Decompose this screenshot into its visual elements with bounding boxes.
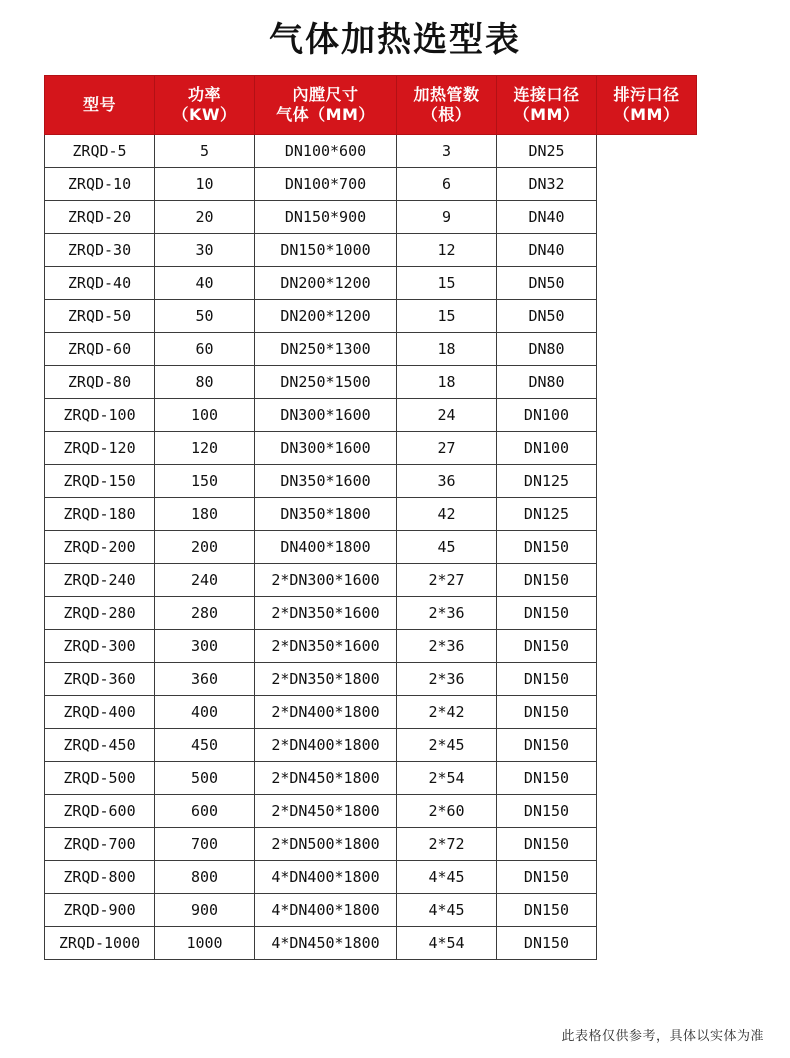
column-header-3-line-1: （根） (421, 105, 472, 124)
table-cell: 2*27 (397, 564, 497, 597)
table-cell: DN40 (497, 234, 597, 267)
table-cell-empty (597, 465, 697, 498)
gas-heater-spec-table (44, 75, 697, 960)
table-row (45, 729, 697, 762)
table-cell: 1000 (155, 927, 255, 960)
column-header-1 (155, 76, 255, 135)
table-cell: 12 (397, 234, 497, 267)
table-row (45, 168, 697, 201)
column-header-2 (255, 76, 397, 135)
table-cell: DN150*900 (255, 201, 397, 234)
table-cell-empty (597, 696, 697, 729)
table-cell: ZRQD-300 (45, 630, 155, 663)
table-cell: DN150 (497, 597, 597, 630)
table-body (45, 135, 697, 960)
table-cell: DN150 (497, 795, 597, 828)
table-cell-empty (597, 630, 697, 663)
table-cell-empty (597, 267, 697, 300)
table-cell: ZRQD-1000 (45, 927, 155, 960)
table-cell: 2*DN350*1600 (255, 597, 397, 630)
table-cell: 500 (155, 762, 255, 795)
table-cell: DN125 (497, 498, 597, 531)
table-cell: ZRQD-100 (45, 399, 155, 432)
table-cell: 300 (155, 630, 255, 663)
table-cell: DN150 (497, 564, 597, 597)
table-cell: DN350*1800 (255, 498, 397, 531)
table-cell-empty (597, 861, 697, 894)
column-header-2-line-0: 內膛尺寸 (292, 85, 359, 104)
table-cell: DN150 (497, 696, 597, 729)
table-cell: 2*42 (397, 696, 497, 729)
table-cell-empty (597, 333, 697, 366)
column-header-5-line-1: （MM） (613, 105, 680, 124)
table-row (45, 399, 697, 432)
table-cell-empty (597, 828, 697, 861)
table-cell: 2*36 (397, 630, 497, 663)
table-row (45, 432, 697, 465)
table-cell: 120 (155, 432, 255, 465)
table-row (45, 531, 697, 564)
table-row (45, 861, 697, 894)
table-cell: 2*DN400*1800 (255, 696, 397, 729)
table-row (45, 201, 697, 234)
table-row (45, 828, 697, 861)
table-cell: ZRQD-600 (45, 795, 155, 828)
table-cell: 18 (397, 366, 497, 399)
table-cell: 27 (397, 432, 497, 465)
table-cell: 4*45 (397, 894, 497, 927)
table-cell: 5 (155, 135, 255, 168)
table-cell: 15 (397, 300, 497, 333)
table-cell: 24 (397, 399, 497, 432)
table-cell: DN50 (497, 300, 597, 333)
table-row (45, 564, 697, 597)
table-cell: ZRQD-150 (45, 465, 155, 498)
table-cell: DN100*700 (255, 168, 397, 201)
table-cell: 18 (397, 333, 497, 366)
table-cell: 2*54 (397, 762, 497, 795)
table-cell: 3 (397, 135, 497, 168)
table-row (45, 300, 697, 333)
table-cell: ZRQD-120 (45, 432, 155, 465)
table-cell: ZRQD-280 (45, 597, 155, 630)
table-row (45, 696, 697, 729)
spec-table-container (44, 75, 680, 960)
table-cell: 15 (397, 267, 497, 300)
table-cell: DN100 (497, 399, 597, 432)
table-cell-empty (597, 135, 697, 168)
table-cell: ZRQD-240 (45, 564, 155, 597)
column-header-3 (397, 76, 497, 135)
table-cell-empty (597, 234, 697, 267)
table-cell: DN150 (497, 762, 597, 795)
table-cell: 2*DN400*1800 (255, 729, 397, 762)
table-cell: 2*DN450*1800 (255, 762, 397, 795)
table-cell: ZRQD-40 (45, 267, 155, 300)
table-cell-empty (597, 498, 697, 531)
column-header-3-line-0: 加热管数 (413, 85, 480, 104)
page-title: 气体加热选型表 (269, 20, 521, 60)
table-cell: 2*60 (397, 795, 497, 828)
table-cell-empty (597, 663, 697, 696)
table-cell: 180 (155, 498, 255, 531)
table-cell: DN150 (497, 894, 597, 927)
table-cell: DN150 (497, 927, 597, 960)
table-cell: DN80 (497, 333, 597, 366)
table-cell: DN25 (497, 135, 597, 168)
table-cell-empty (597, 432, 697, 465)
column-header-0-line-0: 型号 (82, 95, 116, 114)
table-cell: DN50 (497, 267, 597, 300)
table-cell-empty (597, 399, 697, 432)
table-cell: 4*45 (397, 861, 497, 894)
table-cell: 20 (155, 201, 255, 234)
table-cell: DN80 (497, 366, 597, 399)
table-cell: 2*36 (397, 597, 497, 630)
column-header-4 (497, 76, 597, 135)
table-cell: DN100 (497, 432, 597, 465)
table-cell: DN300*1600 (255, 432, 397, 465)
table-cell-empty (597, 564, 697, 597)
table-cell: 10 (155, 168, 255, 201)
table-cell: DN32 (497, 168, 597, 201)
table-cell: 40 (155, 267, 255, 300)
table-cell: DN150 (497, 861, 597, 894)
table-cell: DN150 (497, 630, 597, 663)
table-cell: ZRQD-80 (45, 366, 155, 399)
table-cell: DN100*600 (255, 135, 397, 168)
table-cell: ZRQD-20 (45, 201, 155, 234)
table-cell: 4*DN450*1800 (255, 927, 397, 960)
table-row (45, 795, 697, 828)
table-cell: 42 (397, 498, 497, 531)
table-cell: 2*DN300*1600 (255, 564, 397, 597)
table-cell: 2*DN500*1800 (255, 828, 397, 861)
table-cell: 60 (155, 333, 255, 366)
table-row (45, 135, 697, 168)
table-cell: 4*DN400*1800 (255, 894, 397, 927)
table-cell: DN400*1800 (255, 531, 397, 564)
table-cell: 80 (155, 366, 255, 399)
table-cell-empty (597, 894, 697, 927)
table-row (45, 630, 697, 663)
column-header-5-line-0: 排污口径 (613, 85, 680, 104)
table-cell: 2*DN350*1600 (255, 630, 397, 663)
table-cell: ZRQD-900 (45, 894, 155, 927)
table-cell: 2*DN350*1800 (255, 663, 397, 696)
table-cell-empty (597, 201, 697, 234)
column-header-4-line-1: （MM） (513, 105, 580, 124)
table-cell: 50 (155, 300, 255, 333)
column-header-1-line-0: 功率 (187, 85, 221, 104)
table-cell: 360 (155, 663, 255, 696)
table-cell: ZRQD-5 (45, 135, 155, 168)
table-cell-empty (597, 366, 697, 399)
table-cell-empty (597, 531, 697, 564)
table-row (45, 366, 697, 399)
table-cell: 2*72 (397, 828, 497, 861)
column-header-5 (597, 76, 697, 135)
table-cell: 600 (155, 795, 255, 828)
table-cell: 45 (397, 531, 497, 564)
table-cell: 2*45 (397, 729, 497, 762)
table-cell: 4*DN400*1800 (255, 861, 397, 894)
table-cell-empty (597, 762, 697, 795)
table-cell: ZRQD-60 (45, 333, 155, 366)
column-header-1-line-1: （KW） (172, 105, 237, 124)
table-cell: 900 (155, 894, 255, 927)
table-cell: 2*36 (397, 663, 497, 696)
table-cell: DN250*1300 (255, 333, 397, 366)
table-cell: ZRQD-500 (45, 762, 155, 795)
table-row (45, 762, 697, 795)
table-cell: 36 (397, 465, 497, 498)
column-header-4-line-0: 连接口径 (513, 85, 580, 104)
table-row (45, 267, 697, 300)
table-cell: ZRQD-30 (45, 234, 155, 267)
table-cell: ZRQD-400 (45, 696, 155, 729)
table-cell: DN300*1600 (255, 399, 397, 432)
table-cell: ZRQD-800 (45, 861, 155, 894)
table-cell-empty (597, 795, 697, 828)
table-cell-empty (597, 729, 697, 762)
table-cell: ZRQD-450 (45, 729, 155, 762)
table-cell: DN200*1200 (255, 267, 397, 300)
table-row (45, 597, 697, 630)
table-row (45, 927, 697, 960)
table-row (45, 333, 697, 366)
table-cell: 150 (155, 465, 255, 498)
table-cell-empty (597, 927, 697, 960)
table-cell: 700 (155, 828, 255, 861)
table-cell: 280 (155, 597, 255, 630)
table-row (45, 498, 697, 531)
table-cell: DN150*1000 (255, 234, 397, 267)
table-cell: 240 (155, 564, 255, 597)
table-cell-empty (597, 168, 697, 201)
table-cell: ZRQD-10 (45, 168, 155, 201)
table-cell: DN40 (497, 201, 597, 234)
table-row (45, 894, 697, 927)
table-cell: DN150 (497, 729, 597, 762)
table-row (45, 234, 697, 267)
table-cell: ZRQD-200 (45, 531, 155, 564)
table-row (45, 465, 697, 498)
table-cell-empty (597, 597, 697, 630)
table-cell: DN250*1500 (255, 366, 397, 399)
table-cell: 400 (155, 696, 255, 729)
table-cell: 100 (155, 399, 255, 432)
table-cell: 30 (155, 234, 255, 267)
table-cell: 800 (155, 861, 255, 894)
table-cell: 6 (397, 168, 497, 201)
table-cell: 450 (155, 729, 255, 762)
table-cell: ZRQD-700 (45, 828, 155, 861)
table-cell: DN150 (497, 531, 597, 564)
table-cell: DN150 (497, 828, 597, 861)
table-cell: ZRQD-180 (45, 498, 155, 531)
table-cell: ZRQD-50 (45, 300, 155, 333)
table-header (45, 76, 697, 135)
table-cell: 200 (155, 531, 255, 564)
table-header-row (45, 76, 697, 135)
table-cell: DN200*1200 (255, 300, 397, 333)
table-row (45, 663, 697, 696)
column-header-0 (45, 76, 155, 135)
table-cell: 2*DN450*1800 (255, 795, 397, 828)
table-cell: DN125 (497, 465, 597, 498)
table-cell: 4*54 (397, 927, 497, 960)
table-cell: ZRQD-360 (45, 663, 155, 696)
column-header-2-line-1: 气体（MM） (276, 105, 375, 124)
table-cell-empty (597, 300, 697, 333)
table-cell: 9 (397, 201, 497, 234)
table-cell: DN350*1600 (255, 465, 397, 498)
table-footnote: 此表格仅供参考，具体以实体为准 (561, 1029, 764, 1044)
table-cell: DN150 (497, 663, 597, 696)
